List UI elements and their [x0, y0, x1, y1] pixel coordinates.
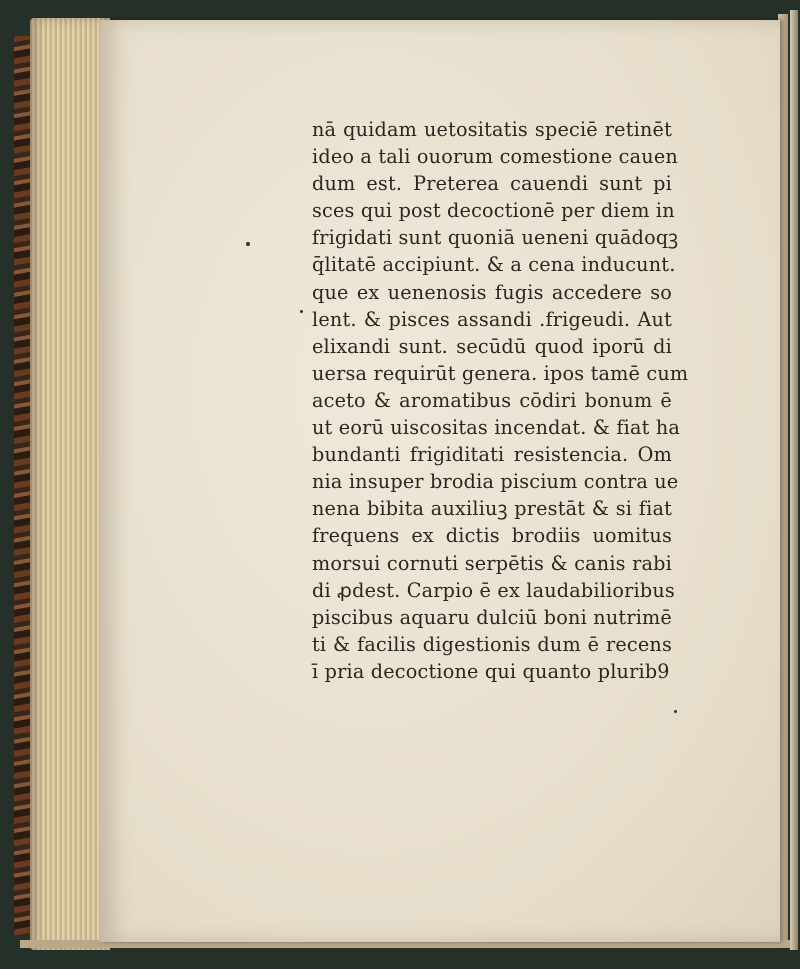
- text-line: di ꝓdest. Carpio ē ex laudabilioribus: [312, 578, 675, 602]
- text-line: q̄litatē accipiunt. & a cena inducunt.: [312, 253, 676, 277]
- text-line: nā quidam uetositatis speciē retinēt: [312, 118, 672, 141]
- text-line: ideo a tali ouorum comestione cauen: [312, 145, 678, 169]
- text-line: nia insuper brodia piscium contra ue: [312, 470, 679, 494]
- text-line: frigidati sunt quoniā ueneni quādoqꝫ: [312, 226, 679, 250]
- ink-speck: [300, 310, 303, 313]
- text-line: lent. & pisces assandi .frigeudi. Aut: [312, 307, 672, 331]
- text-line: bundanti frigiditati resistencia. Om: [312, 443, 672, 467]
- text-line: morsui cornuti serpētis & canis rabi: [312, 551, 672, 575]
- page-text: [312, 116, 689, 685]
- text-line: ti & facilis digestionis dum ē recens: [312, 632, 672, 656]
- text-line: ut eorū uiscositas incendat. & fiat ha: [312, 416, 681, 440]
- ink-speck: [246, 242, 250, 246]
- ink-speck: [674, 710, 677, 713]
- text-line: ī pria decoctione qui quanto plurib9: [312, 659, 670, 683]
- text-line: aceto & aromatibus cōdiri bonum ē: [312, 388, 672, 412]
- text-line: nena bibita auxiliuꝫ prestāt & si fiat: [312, 497, 672, 521]
- text-line: sces qui post decoctionē per diem in: [312, 199, 675, 223]
- text-line: uersa requirūt genera. ipos tamē cum: [312, 361, 689, 385]
- text-line: frequens ex dictis brodiis uomitus: [312, 524, 672, 548]
- text-line: piscibus aquaru dulciū boni nutrimē: [312, 605, 672, 629]
- text-line: que ex uenenosis fugis accedere so: [312, 280, 672, 304]
- text-line: dum est. Preterea cauendi sunt pi: [312, 172, 672, 196]
- page-stack-edge: [30, 18, 110, 950]
- right-board-edge: [790, 10, 798, 950]
- text-line: elixandi sunt. secūdū quod iporū di: [312, 334, 672, 358]
